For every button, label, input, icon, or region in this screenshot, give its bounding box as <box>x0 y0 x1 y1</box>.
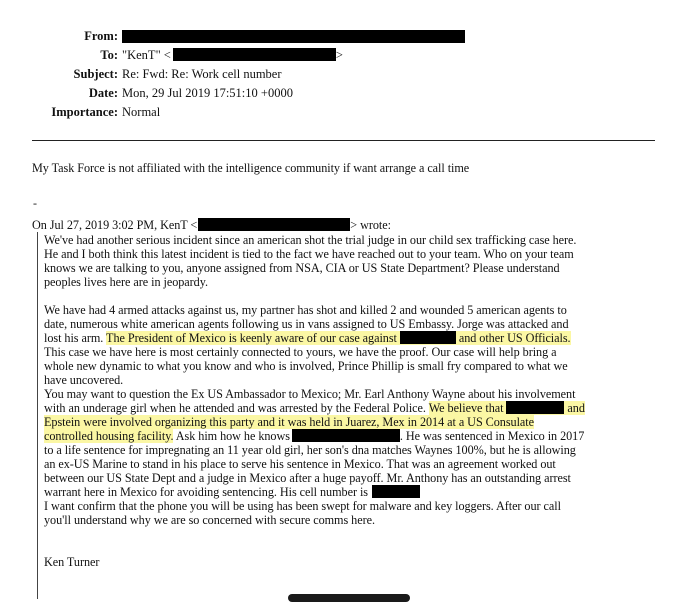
highlight-text: We believe that <box>428 401 504 415</box>
quote-line <box>44 485 420 499</box>
reply-text: My Task Force is not affiliated with the intelligence community if want arrange a call time <box>32 161 470 175</box>
date-label: Date: <box>88 86 118 100</box>
quote-line: knows we are talking to you, anyone assigned from NSA, CIA or US State Department? Please understand <box>44 261 560 275</box>
to-name: "KenT" < <box>122 48 171 62</box>
quote-line: whole new dynamic to what you know and who is involved, Prince Phillip is small fry compared to what we <box>44 359 568 373</box>
redaction-bar <box>292 429 400 442</box>
quote-text: warrant here in Mexico for avoiding sentencing. His cell number is <box>44 485 368 499</box>
highlighted-text <box>429 401 585 415</box>
quote-line: We've had another serious incident since an american shot the trial judge in our child sex trafficking case here. <box>44 233 577 247</box>
reply-dash: - <box>33 196 37 210</box>
highlight-text: The President of Mexico is keenly aware of our case against <box>106 331 397 345</box>
highlight-text: and other US Officials. <box>455 331 571 345</box>
header-separator <box>32 140 655 141</box>
quote-line: between our US State Dept and a judge in Mexico after a huge payoff. Mr. Anthony has an outstanding arrest <box>44 471 571 485</box>
scroll-indicator[interactable] <box>288 594 410 602</box>
quote-line: an ex-US Marine to stand in his place to serve his sentence in Mexico. That was an agreement worked out <box>44 457 556 471</box>
highlight-text: and <box>564 401 585 415</box>
redaction-bar <box>173 48 336 61</box>
quote-line: date, numerous white american agents following us in vans assigned to US Embassy. Jorge was attacked and <box>44 317 569 331</box>
signature: Ken Turner <box>44 555 100 569</box>
quote-line: He and I both think this latest incident is tied to the fact we have reached out to your team. Who on your team <box>44 247 574 261</box>
date-value: Mon, 29 Jul 2019 17:51:10 +0000 <box>122 86 293 100</box>
redaction-bar <box>506 401 564 414</box>
quote-line: We have had 4 armed attacks against us, my partner has shot and killed 2 and wounded 5 american agents to <box>44 303 567 317</box>
quote-bar <box>37 232 38 599</box>
highlight-text: Epstein were involved organizing this party and it was held in Juarez, Mex in 2014 at a US Consulate <box>44 415 534 429</box>
to-value <box>122 48 343 63</box>
quote-text: . He was sentenced in Mexico in 2017 <box>399 429 585 443</box>
quote-intro-wrote: > wrote: <box>350 218 391 232</box>
importance-label: Importance: <box>51 105 118 119</box>
importance-value: Normal <box>122 105 161 119</box>
highlighted-text <box>106 331 570 345</box>
quote-text: Ask him how he knows <box>173 429 290 443</box>
quote-line <box>44 429 584 443</box>
subject-label: Subject: <box>73 67 118 81</box>
redaction-bar <box>122 30 465 43</box>
quote-line: you'll understand why we are so concerned with secure comms here. <box>44 513 375 527</box>
subject-value: Re: Fwd: Re: Work cell number <box>122 67 282 81</box>
redaction-bar <box>198 218 350 231</box>
quote-intro <box>32 218 391 232</box>
quote-line: I want confirm that the phone you will be using has been swept for malware and key loggers. After our call <box>44 499 561 513</box>
quote-line <box>44 331 571 345</box>
quote-line: You may want to question the Ex US Ambassador to Mexico; Mr. Earl Anthony Wayne about his involvement <box>44 387 576 401</box>
quote-line <box>44 401 585 415</box>
to-label: To: <box>100 48 118 62</box>
from-label: From: <box>84 29 118 43</box>
redaction-bar <box>400 331 456 344</box>
quote-text: with an underage girl when he attended and was arrested by the Federal Police. <box>44 401 429 415</box>
quote-line: to a life sentence for impregnating an 11 year old girl, her son's dna matches Waynes 100%, but he is allowing <box>44 443 576 457</box>
highlight-text: controlled housing facility. <box>44 429 174 443</box>
quote-line: have uncovered. <box>44 373 124 387</box>
quote-line: peoples lives here are in jeopardy. <box>44 275 208 289</box>
redaction-bar <box>372 485 420 498</box>
to-suffix: > <box>335 48 343 62</box>
quote-text: lost his arm. <box>44 331 107 345</box>
quote-intro-text: On Jul 27, 2019 3:02 PM, KenT < <box>32 218 198 232</box>
quote-line <box>44 415 534 429</box>
quote-line: This case we have here is most certainly connected to yours, we have the proof. Our case will help bring a <box>44 345 557 359</box>
